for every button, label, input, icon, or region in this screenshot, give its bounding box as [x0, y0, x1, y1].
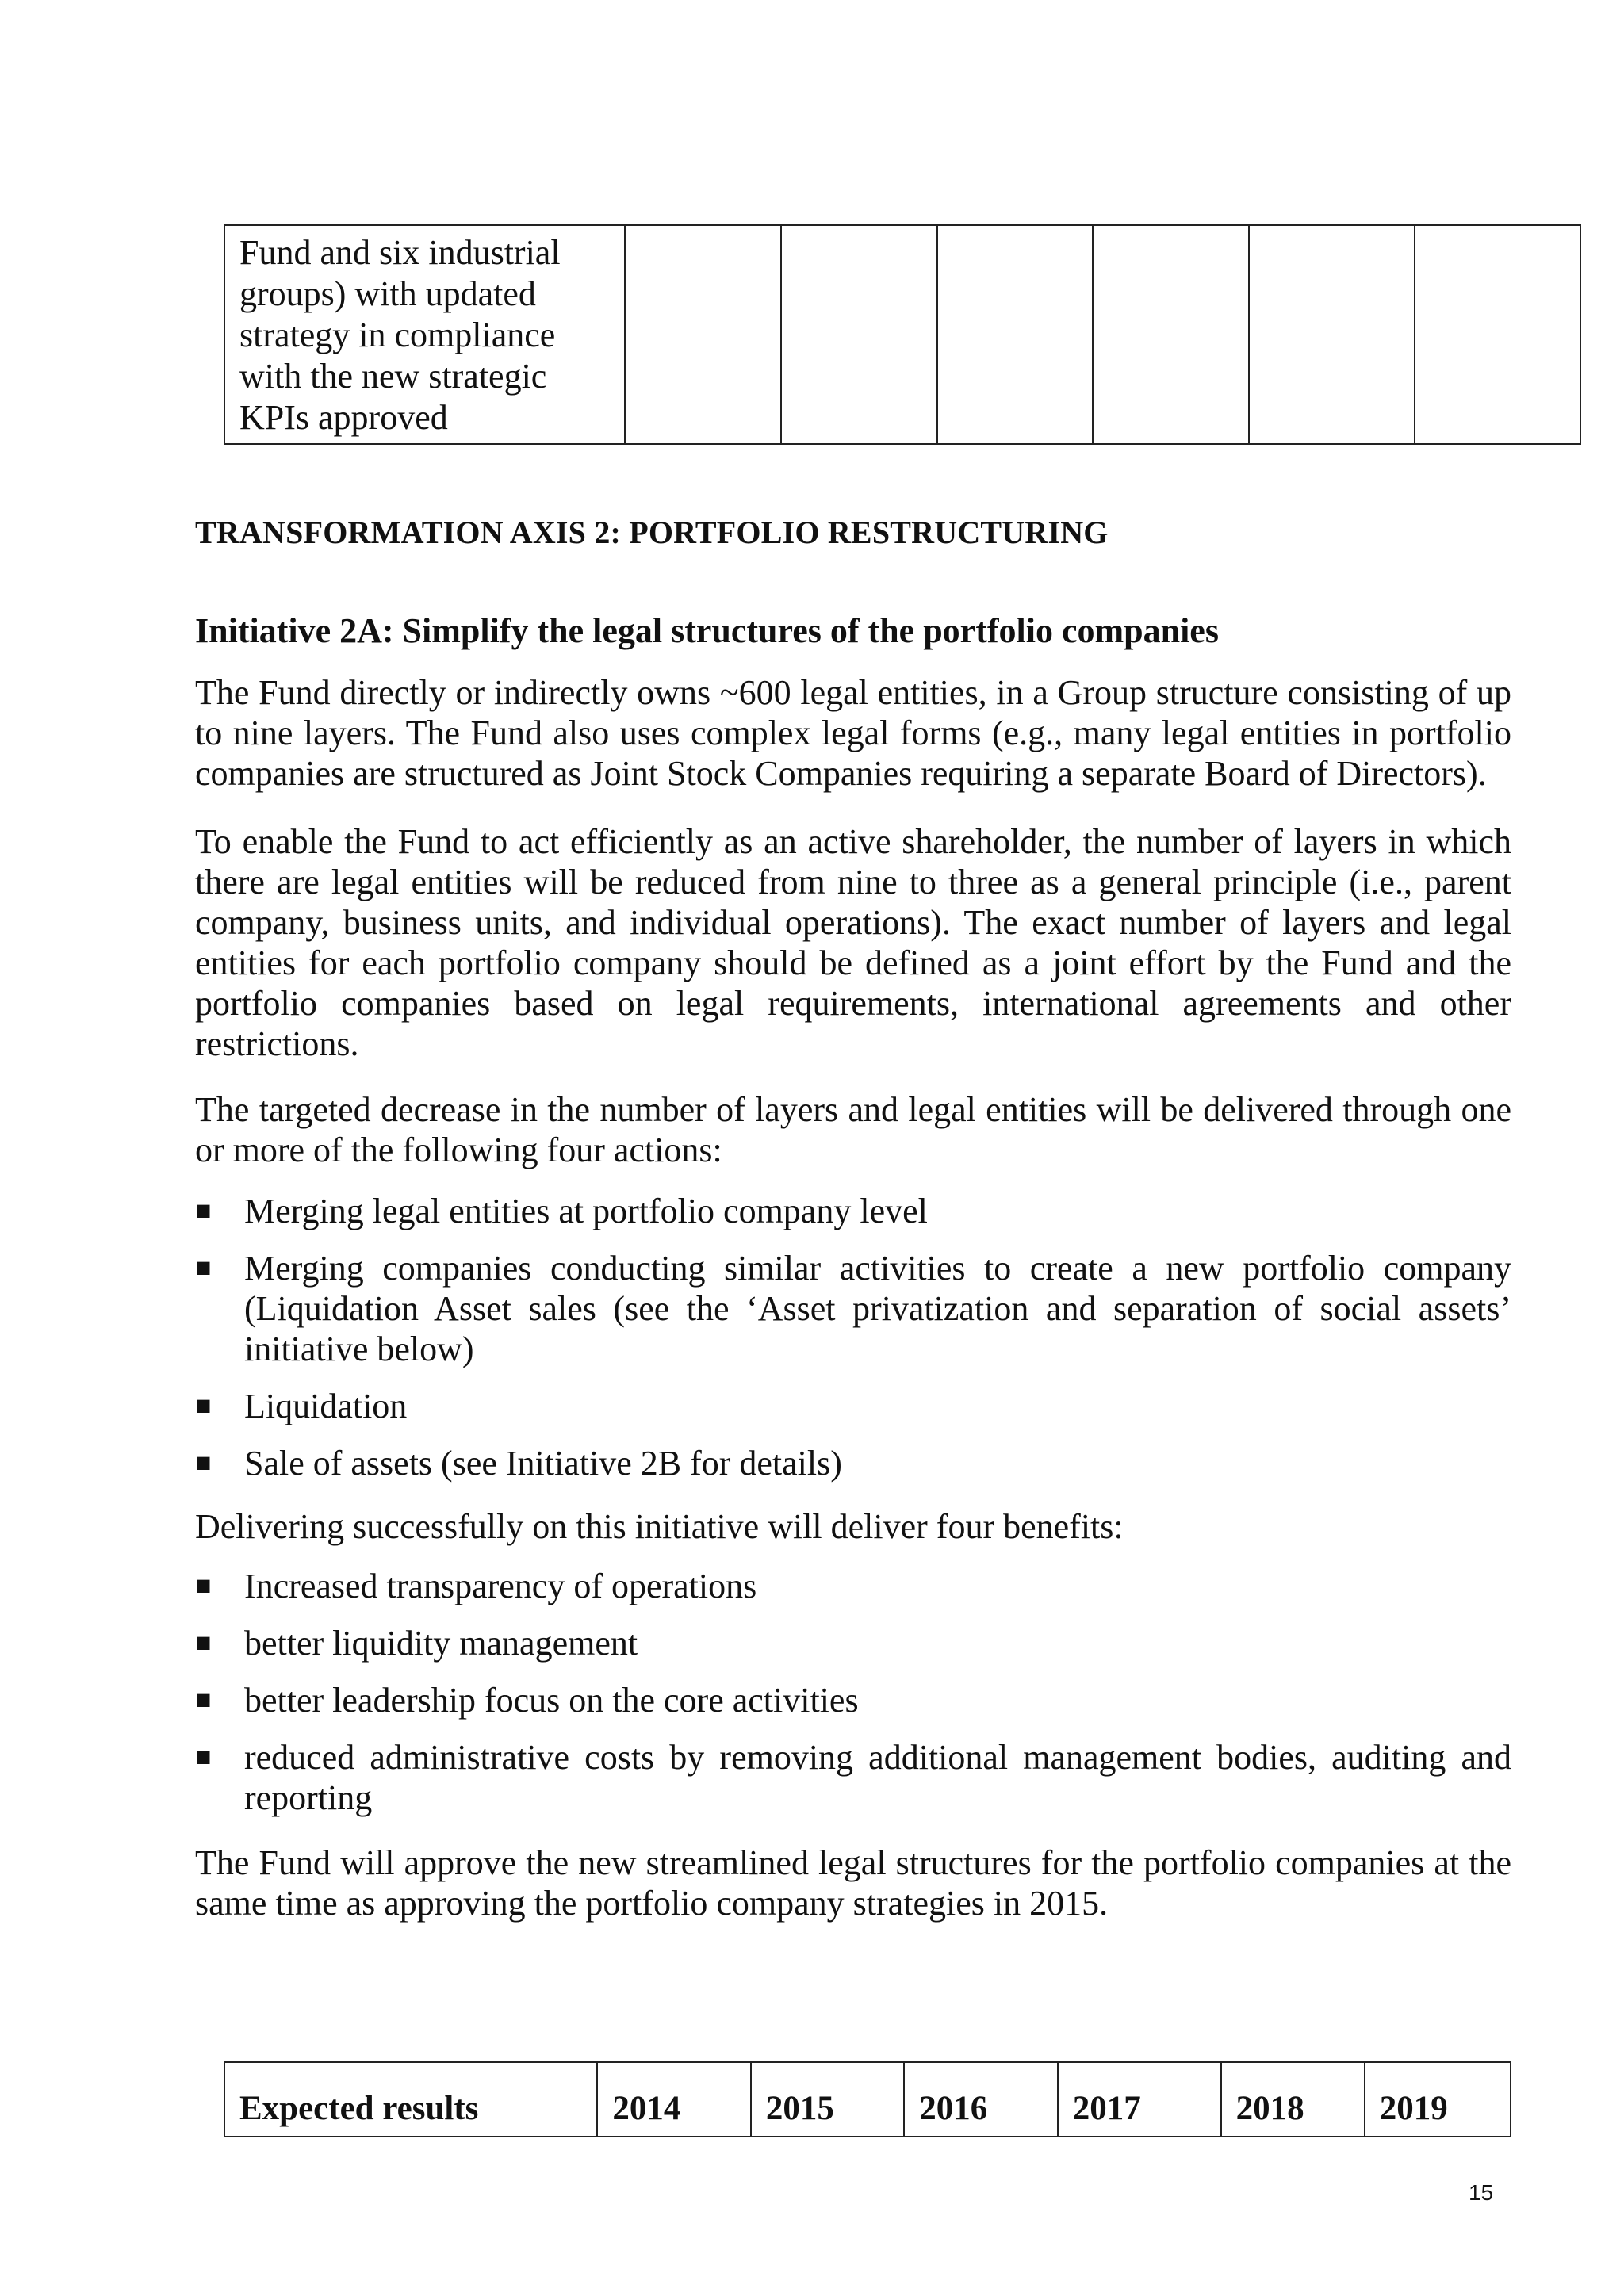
table-header-year: 2018 [1221, 2062, 1365, 2137]
bullet-icon: ■ [195, 1571, 212, 1601]
list-item [195, 1248, 1511, 1369]
bullet-icon: ■ [195, 1253, 212, 1283]
table-header-year: 2019 [1365, 2062, 1511, 2137]
bullet-icon: ■ [195, 1628, 212, 1658]
list-item-text: Sale of assets (see Initiative 2B for details) [244, 1444, 842, 1483]
paragraph-text: The targeted decrease in the number of layers and legal entities will be delivered through one or more of the following four actions: [195, 1090, 1511, 1169]
paragraph-benefits-intro [195, 1506, 1511, 1547]
paragraph-text: The Fund directly or indirectly owns ~600 legal entities, in a Group structure consisting of up to nine layers. The Fund also uses complex legal forms (e.g., many legal entities in portfolio companies are structured as Joint Stock Companies requiring a separate Board of Directors). [195, 673, 1511, 793]
paragraph-active-shareholder [195, 821, 1511, 1064]
cell-line: with the new strategic [239, 357, 547, 396]
kpi-table-continuation [224, 224, 1581, 445]
cell-line: KPIs approved [239, 398, 448, 437]
cell-line: Fund and six industrial [239, 233, 561, 272]
list-item [195, 1443, 1511, 1483]
table-row [224, 225, 1580, 444]
paragraph-text: Delivering successfully on this initiative will deliver four benefits: [195, 1507, 1124, 1546]
table-header-expected-results: Expected results [224, 2062, 597, 2137]
table-cell-description [224, 225, 625, 444]
bullet-icon: ■ [195, 1196, 212, 1226]
bullet-icon: ■ [195, 1391, 212, 1421]
table-cell-2017 [1093, 225, 1249, 444]
table-cell-2019 [1415, 225, 1580, 444]
list-item-text: Merging legal entities at portfolio company level [244, 1192, 928, 1230]
paragraph-actions-intro [195, 1089, 1511, 1170]
table-header-year: 2014 [597, 2062, 750, 2137]
list-item [195, 1737, 1511, 1818]
list-item-text: Liquidation [244, 1387, 408, 1425]
table-header-row [224, 2062, 1511, 2137]
list-item-text: better liquidity management [244, 1624, 638, 1663]
cell-line: groups) with updated [239, 274, 536, 313]
list-item [195, 1680, 1511, 1720]
table-header-year: 2017 [1058, 2062, 1221, 2137]
list-item-text: reduced administrative costs by removing additional management bodies, auditing and reporting [244, 1738, 1511, 1817]
list-item [195, 1623, 1511, 1663]
paragraph-text: To enable the Fund to act efficiently as an active shareholder, the number of layers in which there are legal entities will be reduced from nine to three as a general principle (i.e., parent company, business units, and individual operations). The exact number of layers and legal entities for each portfolio company should be defined as a joint effort by the Fund and the portfolio companies based on legal requirements, international agreements and other restrictions. [195, 822, 1511, 1063]
paragraph-text: The Fund will approve the new streamlined legal structures for the portfolio companies at the same time as approving the portfolio company strategies in 2015. [195, 1843, 1511, 1923]
bullet-icon: ■ [195, 1743, 212, 1772]
benefits-list [195, 1566, 1511, 1835]
page-number: 15 [1469, 2180, 1494, 2205]
table-cell-2016 [937, 225, 1094, 444]
cell-line: strategy in compliance [239, 316, 556, 354]
list-item-text: better leadership focus on the core activities [244, 1681, 859, 1720]
bullet-icon: ■ [195, 1448, 212, 1478]
paragraph-approval [195, 1843, 1511, 1923]
list-item-text: Merging companies conducting similar activities to create a new portfolio company (Liquidation Asset sales (see the ‘Asset privatization and separation of social assets’ initiative below) [244, 1249, 1511, 1368]
initiative-heading: Initiative 2A: Simplify the legal structures of the portfolio companies [195, 611, 1219, 650]
list-item [195, 1386, 1511, 1426]
table-cell-2018 [1249, 225, 1415, 444]
table-header-year: 2015 [751, 2062, 904, 2137]
list-item [195, 1191, 1511, 1231]
list-item [195, 1566, 1511, 1606]
actions-list [195, 1191, 1511, 1500]
table-header-year: 2016 [904, 2062, 1057, 2137]
axis-heading: TRANSFORMATION AXIS 2: PORTFOLIO RESTRUCTURING [195, 515, 1109, 550]
table-cell-2014 [625, 225, 781, 444]
list-item-text: Increased transparency of operations [244, 1567, 757, 1605]
paragraph-legal-entities [195, 672, 1511, 794]
table-cell-2015 [781, 225, 937, 444]
expected-results-table [224, 2061, 1511, 2137]
bullet-icon: ■ [195, 1686, 212, 1715]
